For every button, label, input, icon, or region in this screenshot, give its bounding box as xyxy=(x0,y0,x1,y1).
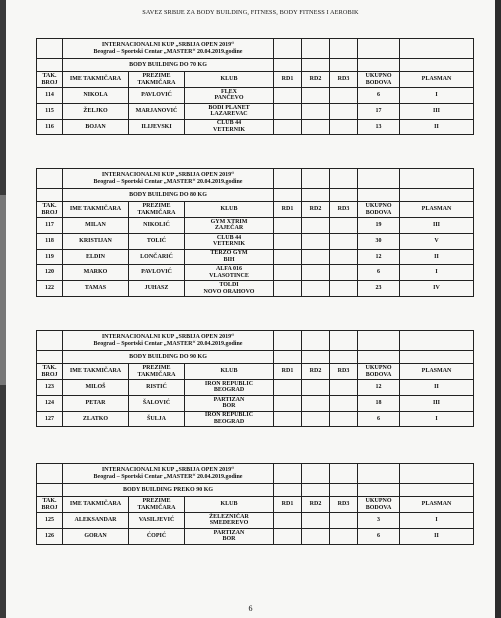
placement: III xyxy=(400,103,474,119)
placement: II xyxy=(400,380,474,396)
column-header: KLUB xyxy=(185,72,274,88)
category-title: BODY BUILDING DO 90 KG xyxy=(63,351,274,364)
competition-title xyxy=(63,464,274,484)
total-points: 17 xyxy=(358,103,400,119)
category-table xyxy=(36,463,474,545)
club-city: BEOGRAD xyxy=(213,387,245,394)
total-points: 6 xyxy=(358,88,400,104)
right-background-edge xyxy=(495,0,501,618)
competitor-last-name: PAVLOVIĆ xyxy=(129,265,185,281)
round-2-score xyxy=(302,218,330,234)
competitor-club xyxy=(185,103,274,119)
club-city: VETERNIK xyxy=(212,126,245,133)
club-city: ZAJEČAR xyxy=(214,225,244,232)
total-points: 12 xyxy=(358,380,400,396)
competitor-number: 122 xyxy=(37,281,63,297)
club-name: IRON REPUBLIC xyxy=(204,412,254,419)
competitor-number: 119 xyxy=(37,249,63,265)
column-header: UKUPNO BODOVA xyxy=(358,202,400,218)
competitor-last-name: VASILJEVIĆ xyxy=(129,513,185,529)
total-points: 6 xyxy=(358,528,400,544)
club-name: BODI PLANET xyxy=(208,104,250,111)
round-2-score xyxy=(302,103,330,119)
competitor-last-name: PAVLOVIĆ xyxy=(129,88,185,104)
competitor-number: 123 xyxy=(37,380,63,396)
total-points: 3 xyxy=(358,513,400,529)
category-table xyxy=(36,330,474,427)
column-header: IME TAKMIČARA xyxy=(63,364,129,380)
competitor-row xyxy=(37,513,474,529)
column-header-row xyxy=(37,202,474,218)
club-city: BIH xyxy=(223,256,235,263)
round-2-score xyxy=(302,380,330,396)
placement: I xyxy=(400,88,474,104)
competitor-first-name: PETAR xyxy=(63,395,129,411)
club-city: BOR xyxy=(222,536,236,543)
column-header: RD2 xyxy=(302,202,330,218)
competitor-row xyxy=(37,233,474,249)
club-city: PANČEVO xyxy=(214,95,244,102)
placement: II xyxy=(400,249,474,265)
category-title: BODY BUILDING PREKO 90 KG xyxy=(63,484,274,497)
round-3-score xyxy=(330,119,358,135)
club-name: TERZO GYM xyxy=(210,250,248,257)
club-name: PARTIZAN xyxy=(213,529,245,536)
club-name: ŽELEZNIČAR xyxy=(209,513,249,520)
category-row xyxy=(37,351,474,364)
competitor-first-name: ALEKSANDAR xyxy=(63,513,129,529)
title-row xyxy=(37,464,474,484)
title-row xyxy=(37,39,474,59)
club-name: ALFA 016 xyxy=(215,266,243,273)
competition-title xyxy=(63,39,274,59)
round-2-score xyxy=(302,119,330,135)
round-2-score xyxy=(302,281,330,297)
competitor-number: 114 xyxy=(37,88,63,104)
column-header: IME TAKMIČARA xyxy=(63,497,129,513)
total-points: 23 xyxy=(358,281,400,297)
round-2-score xyxy=(302,249,330,265)
club-city: SMEDEREVO xyxy=(209,520,249,527)
competitor-number: 127 xyxy=(37,411,63,427)
competitor-last-name: ŠALOVIĆ xyxy=(129,395,185,411)
column-header: PREZIME TAKMIČARA xyxy=(129,364,185,380)
column-header-row xyxy=(37,497,474,513)
column-header: RD3 xyxy=(330,72,358,88)
club-city: VLASOTINCE xyxy=(209,272,249,279)
round-3-score xyxy=(330,233,358,249)
placement: III xyxy=(400,395,474,411)
round-1-score xyxy=(274,88,302,104)
club-city: BOR xyxy=(222,403,236,410)
category-row xyxy=(37,484,474,497)
column-header: TAK. BROJ xyxy=(37,364,63,380)
competitor-row xyxy=(37,249,474,265)
competitor-row xyxy=(37,528,474,544)
column-header: PREZIME TAKMIČARA xyxy=(129,497,185,513)
document-header: SAVEZ SRBIJE ZA BODY BUILDING, FITNESS, BODY FITNESS I AEROBIK xyxy=(142,9,359,16)
round-3-score xyxy=(330,249,358,265)
competitor-first-name: GORAN xyxy=(63,528,129,544)
total-points: 6 xyxy=(358,265,400,281)
placement: I xyxy=(400,265,474,281)
club-city: NOVO ORAHOVO xyxy=(203,288,255,295)
column-header: PREZIME TAKMIČARA xyxy=(129,202,185,218)
competitor-first-name: KRISTIJAN xyxy=(63,233,129,249)
total-points: 13 xyxy=(358,119,400,135)
round-2-score xyxy=(302,411,330,427)
column-header: KLUB xyxy=(185,497,274,513)
round-3-score xyxy=(330,218,358,234)
competitor-number: 126 xyxy=(37,528,63,544)
column-header: PREZIME TAKMIČARA xyxy=(129,72,185,88)
total-points: 6 xyxy=(358,411,400,427)
column-header-row xyxy=(37,72,474,88)
column-header: PLASMAN xyxy=(400,364,474,380)
club-name: GYM XTRIM xyxy=(210,218,248,225)
column-header: RD1 xyxy=(274,497,302,513)
competition-venue-date: Beograd – Sportski Centar „MASTER“ 20.04.2019.godine xyxy=(93,340,243,347)
club-name: PARTIZAN xyxy=(213,396,245,403)
category-title: BODY BUILDING DO 70 KG xyxy=(63,59,274,72)
round-1-score xyxy=(274,233,302,249)
category-table xyxy=(36,38,474,135)
competitor-row xyxy=(37,411,474,427)
competitor-row xyxy=(37,395,474,411)
competitor-first-name: ZLATKO xyxy=(63,411,129,427)
competition-title xyxy=(63,169,274,189)
competitor-first-name: MILAN xyxy=(63,218,129,234)
competitor-row xyxy=(37,218,474,234)
competitor-club xyxy=(185,411,274,427)
competitor-club xyxy=(185,380,274,396)
competitor-last-name: MARJANOVIĆ xyxy=(129,103,185,119)
category-row xyxy=(37,59,474,72)
document-page xyxy=(6,0,495,618)
competitor-first-name: MILOŠ xyxy=(63,380,129,396)
column-header: RD2 xyxy=(302,497,330,513)
round-3-score xyxy=(330,281,358,297)
total-points: 12 xyxy=(358,249,400,265)
round-1-score xyxy=(274,218,302,234)
round-3-score xyxy=(330,528,358,544)
competitor-club xyxy=(185,281,274,297)
competitor-club xyxy=(185,249,274,265)
column-header: UKUPNO BODOVA xyxy=(358,497,400,513)
round-2-score xyxy=(302,233,330,249)
round-2-score xyxy=(302,528,330,544)
column-header: PLASMAN xyxy=(400,497,474,513)
column-header: PLASMAN xyxy=(400,72,474,88)
column-header: KLUB xyxy=(185,364,274,380)
club-city: VETERNIK xyxy=(212,241,245,248)
competitor-row xyxy=(37,119,474,135)
competition-name: INTERNACIONALNI KUP „SRBIJA OPEN 2019“ xyxy=(101,333,235,340)
column-header: RD1 xyxy=(274,364,302,380)
round-1-score xyxy=(274,528,302,544)
category-table xyxy=(36,168,474,297)
column-header: UKUPNO BODOVA xyxy=(358,364,400,380)
placement: I xyxy=(400,411,474,427)
club-name: CLUB 44 xyxy=(216,120,242,127)
title-row xyxy=(37,331,474,351)
competitor-first-name: BOJAN xyxy=(63,119,129,135)
competitor-row xyxy=(37,103,474,119)
column-header-row xyxy=(37,364,474,380)
competitor-first-name: ELDIN xyxy=(63,249,129,265)
competitor-club xyxy=(185,88,274,104)
competitor-club xyxy=(185,265,274,281)
column-header: RD3 xyxy=(330,497,358,513)
column-header: TAK. BROJ xyxy=(37,497,63,513)
round-3-score xyxy=(330,88,358,104)
round-3-score xyxy=(330,380,358,396)
total-points: 18 xyxy=(358,395,400,411)
round-3-score xyxy=(330,395,358,411)
competitor-last-name: JUHASZ xyxy=(129,281,185,297)
competitor-row xyxy=(37,281,474,297)
placement: III xyxy=(400,218,474,234)
column-header: KLUB xyxy=(185,202,274,218)
round-1-score xyxy=(274,395,302,411)
round-3-score xyxy=(330,411,358,427)
placement: IV xyxy=(400,281,474,297)
column-header: RD1 xyxy=(274,202,302,218)
column-header: RD1 xyxy=(274,72,302,88)
competitor-number: 117 xyxy=(37,218,63,234)
round-1-score xyxy=(274,281,302,297)
competitor-first-name: TAMAS xyxy=(63,281,129,297)
club-name: CLUB 44 xyxy=(216,234,242,241)
round-3-score xyxy=(330,513,358,529)
placement: V xyxy=(400,233,474,249)
competition-venue-date: Beograd – Sportski Centar „MASTER“ 20.04.2019.godine xyxy=(93,178,243,185)
club-name: TOLDI xyxy=(219,281,239,288)
competition-venue-date: Beograd – Sportski Centar „MASTER“ 20.04.2019.godine xyxy=(93,48,243,55)
round-1-score xyxy=(274,265,302,281)
total-points: 19 xyxy=(358,218,400,234)
competitor-club xyxy=(185,395,274,411)
competitor-row xyxy=(37,265,474,281)
competition-name: INTERNACIONALNI KUP „SRBIJA OPEN 2019“ xyxy=(101,171,235,178)
round-2-score xyxy=(302,395,330,411)
competitor-club xyxy=(185,528,274,544)
column-header: RD3 xyxy=(330,364,358,380)
competition-title xyxy=(63,331,274,351)
competitor-last-name: RISTIĆ xyxy=(129,380,185,396)
column-header: TAK. BROJ xyxy=(37,72,63,88)
club-name: IRON REPUBLIC xyxy=(204,380,254,387)
competitor-number: 120 xyxy=(37,265,63,281)
column-header: IME TAKMIČARA xyxy=(63,72,129,88)
competitor-last-name: ĆOPIĆ xyxy=(129,528,185,544)
column-header: TAK. BROJ xyxy=(37,202,63,218)
competitor-club xyxy=(185,513,274,529)
title-row xyxy=(37,169,474,189)
competitor-first-name: NIKOLA xyxy=(63,88,129,104)
competition-name: INTERNACIONALNI KUP „SRBIJA OPEN 2019“ xyxy=(101,41,235,48)
round-1-score xyxy=(274,411,302,427)
column-header: RD2 xyxy=(302,364,330,380)
column-header: PLASMAN xyxy=(400,202,474,218)
round-1-score xyxy=(274,380,302,396)
competitor-number: 125 xyxy=(37,513,63,529)
competitor-last-name: ILIJEVSKI xyxy=(129,119,185,135)
round-3-score xyxy=(330,265,358,281)
competitor-last-name: TOLIĆ xyxy=(129,233,185,249)
competitor-club xyxy=(185,119,274,135)
column-header: UKUPNO BODOVA xyxy=(358,72,400,88)
competitor-club xyxy=(185,233,274,249)
round-2-score xyxy=(302,513,330,529)
round-1-score xyxy=(274,513,302,529)
competitor-number: 124 xyxy=(37,395,63,411)
round-3-score xyxy=(330,103,358,119)
competitor-number: 116 xyxy=(37,119,63,135)
category-title: BODY BUILDING DO 80 KG xyxy=(63,189,274,202)
round-2-score xyxy=(302,265,330,281)
competitor-first-name: ŽELJKO xyxy=(63,103,129,119)
club-city: BEOGRAD xyxy=(213,418,245,425)
competition-name: INTERNACIONALNI KUP „SRBIJA OPEN 2019“ xyxy=(101,466,235,473)
competitor-row xyxy=(37,88,474,104)
column-header: IME TAKMIČARA xyxy=(63,202,129,218)
competition-venue-date: Beograd – Sportski Centar „MASTER“ 20.04.2019.godine xyxy=(93,473,243,480)
category-row xyxy=(37,189,474,202)
placement: I xyxy=(400,513,474,529)
competitor-last-name: LONČARIĆ xyxy=(129,249,185,265)
placement: II xyxy=(400,119,474,135)
round-1-score xyxy=(274,249,302,265)
round-2-score xyxy=(302,88,330,104)
round-1-score xyxy=(274,103,302,119)
club-city: LAZAREVAC xyxy=(210,111,248,118)
total-points: 30 xyxy=(358,233,400,249)
column-header: RD2 xyxy=(302,72,330,88)
round-1-score xyxy=(274,119,302,135)
placement: II xyxy=(400,528,474,544)
competitor-club xyxy=(185,218,274,234)
left-background-edge xyxy=(0,195,6,385)
competitor-number: 118 xyxy=(37,233,63,249)
column-header: RD3 xyxy=(330,202,358,218)
page-number: 6 xyxy=(248,604,253,613)
club-name: FLEX xyxy=(220,88,237,95)
competitor-last-name: ŠULJA xyxy=(129,411,185,427)
competitor-row xyxy=(37,380,474,396)
competitor-first-name: MARKO xyxy=(63,265,129,281)
competitor-last-name: NIKOLIĆ xyxy=(129,218,185,234)
competitor-number: 115 xyxy=(37,103,63,119)
